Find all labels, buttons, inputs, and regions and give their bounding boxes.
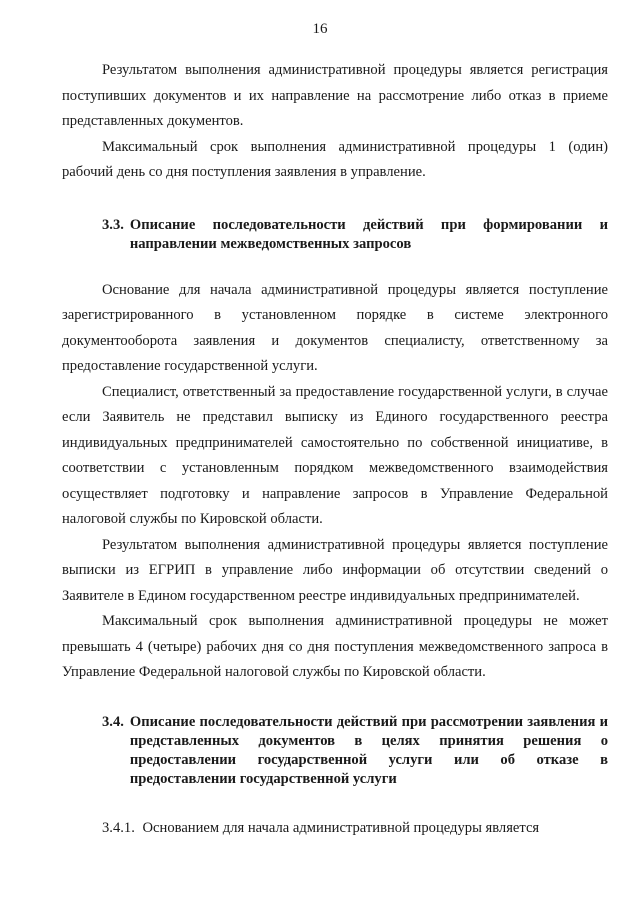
- page-number: 16: [312, 21, 328, 37]
- section-number: 3.3.: [102, 216, 124, 233]
- document-body: [62, 58, 608, 841]
- section-title: Описание последовательности действий при формировании и направлении межведомственных запросов: [129, 216, 608, 252]
- paragraph-result-egrip: Результатом выполнения административной процедуры является поступление выписки из ЕГРИП в управление либо информации об отсутствии сведений о Заявителе в Едином государственном реестре индивидуальных предпринимателей.: [62, 536, 608, 604]
- subsection-3-4-1: [62, 816, 608, 842]
- paragraph-specialist: Специалист, ответственный за предоставление государственной услуги, в случае если Заявитель не представил выписку из Единого государственного реестра индивидуальных предпринимателей самостоятельно по собственной инициативе, в соответствии с установленным порядком межведомственного взаимодействия осуществляет подготовку и направление запросов в Управление Федеральной налоговой службы по Кировской области.: [62, 383, 608, 527]
- section-heading-3-3: [62, 216, 608, 254]
- paragraph-max-term-registration: Максимальный срок выполнения административной процедуры 1 (один) рабочий день со дня поступления заявления в управление.: [62, 138, 608, 180]
- paragraph-result-registration: Результатом выполнения административной процедуры является регистрация поступивших документов и их направление на рассмотрение либо отказ в приеме представленных документов.: [62, 62, 608, 129]
- section-heading-3-4: [62, 713, 608, 789]
- paragraph-basis: Основание для начала административной процедуры является поступление зарегистрированного в установленном порядке в системе электронного документооборота заявления и документов специалисту, ответственному за предоставление государственной услуги.: [62, 281, 608, 374]
- subsection-text: Основанием для начала административной процедуры является: [142, 819, 540, 836]
- paragraph-max-term-request: Максимальный срок выполнения административной процедуры не может превышать 4 (четыре) рабочих дня со дня поступления межведомственного запроса в Управление Федеральной налоговой службы по Кировской области.: [62, 613, 608, 680]
- section-number: 3.4.: [102, 713, 124, 730]
- subsection-number: 3.4.1.: [102, 819, 135, 836]
- section-title: Описание последовательности действий при рассмотрении заявления и представленных документов в целях принятия решения о предоставлении государственной услуги или об отказе в предоставлении государственной услуги: [129, 713, 608, 787]
